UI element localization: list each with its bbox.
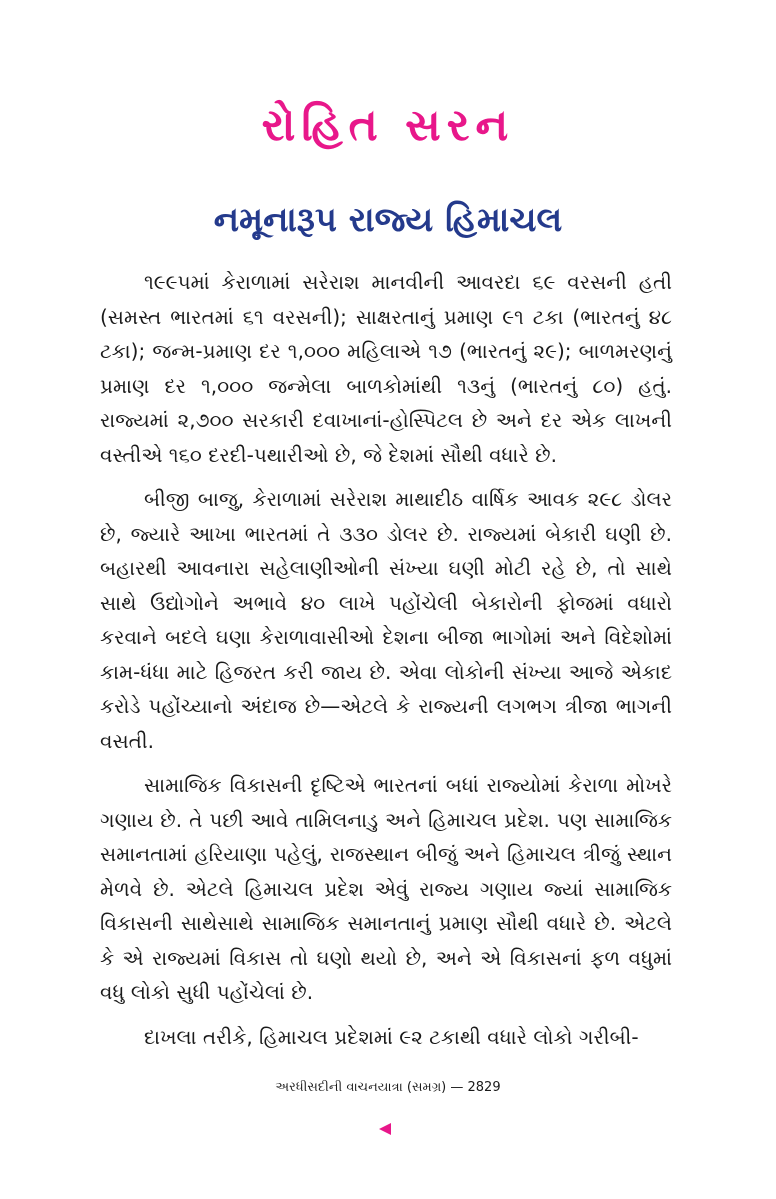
page-title: નમૂનારૂપ રાજ્ય હિમાચલ xyxy=(213,200,563,240)
paragraph-1: ૧૯૯૫માં કેરાળામાં સરેરાશ માનવીની આવરદા ૬૯ વરસની હતી (સમસ્ત ભારતમાં ૬૧ વરસની); સાક્ષરતાનું પ્રમાણ ૯૧ ટકા (ભારતનું ૪૮ ટકા); જન્મ-પ્રમાણ દર ૧,૦૦૦ મહિલાએ ૧૭ (ભારતનું ૨૯); બાળમરણનું પ્રમાણ દર ૧,૦૦૦ જન્મેલા બાળકોમાંથી ૧૩નું (ભારતનું ૮૦) હતું. રાજ્યમાં ૨,૭૦૦ સરકારી દવાખાનાં-હોસ્પિટલ છે અને દર એક લાખની વસ્તીએ ૧૬૦ દરદી-પથારીઓ છે, જે દેશમાં સૌથી વધારે છે. xyxy=(100,270,672,467)
paragraph-4: દાખલા તરીકે, હિમાચલ પ્રદેશમાં ૯૨ ટકાથી વધારે લોકો ગરીબી- xyxy=(144,1024,639,1049)
left-triangle-arrow-icon[interactable] xyxy=(379,1123,391,1135)
article-body xyxy=(100,265,672,1064)
author-name: રોહિત સરન xyxy=(261,100,515,151)
paragraph-3: સામાજિક વિકાસની દૃષ્ટિએ ભારતનાં બધાં રાજ્યોમાં કેરાળા મોખરે ગણાય છે. તે પછી આવે તામિલનાડુ અને હિમાચલ પ્રદેશ. પણ સામાજિક સમાનતામાં હરિયાણા પહેલું, રાજસ્થાન બીજું અને હિમાચલ ત્રીજું સ્થાન મેળવે છે. એટલે હિમાચલ પ્રદેશ એવું રાજ્ય ગણાય જ્યાં સામાજિક વિકાસની સાથેસાથે સામાજિક સમાનતાનું પ્રમાણ સૌથી વધારે છે. એટલે કે એ રાજ્યમાં વિકાસ તો ઘણો થયો છે, અને એ વિકાસનાં ફળ વધુમાં વધુ લોકો સુધી પહોંચેલાં છે. xyxy=(100,773,672,1004)
page-footer: અરધીસદીની વાચનયાત્રા (સમગ્ર) — 2829 xyxy=(275,1080,501,1095)
paragraph-2: બીજી બાજુ, કેરાળામાં સરેરાશ માથાદીઠ વાર્ષિક આવક ૨૯૮ ડોલર છે, જ્યારે આખા ભારતમાં તે ૩૩૦ ડોલર છે. રાજ્યમાં બેકારી ઘણી છે. બહારથી આવનારા સહેલાણીઓની સંખ્યા ઘણી મોટી રહે છે, તો સાથે સાથે ઉદ્યોગોને અભાવે ૪૦ લાખે પહોંચેલી બેકારોની ફોજમાં વધારો કરવાને બદલે ઘણા કેરાળાવાસીઓ દેશના બીજા ભાગોમાં અને વિદેશોમાં કામ-ધંધા માટે હિજરત કરી જાય છે. એવા લોકોની સંખ્યા આજે એકાદ કરોડે પહોંચ્યાનો અંદાજ છે—એટલે કે રાજ્યની લગભગ ત્રીજા ભાગની વસતી. xyxy=(100,487,672,753)
